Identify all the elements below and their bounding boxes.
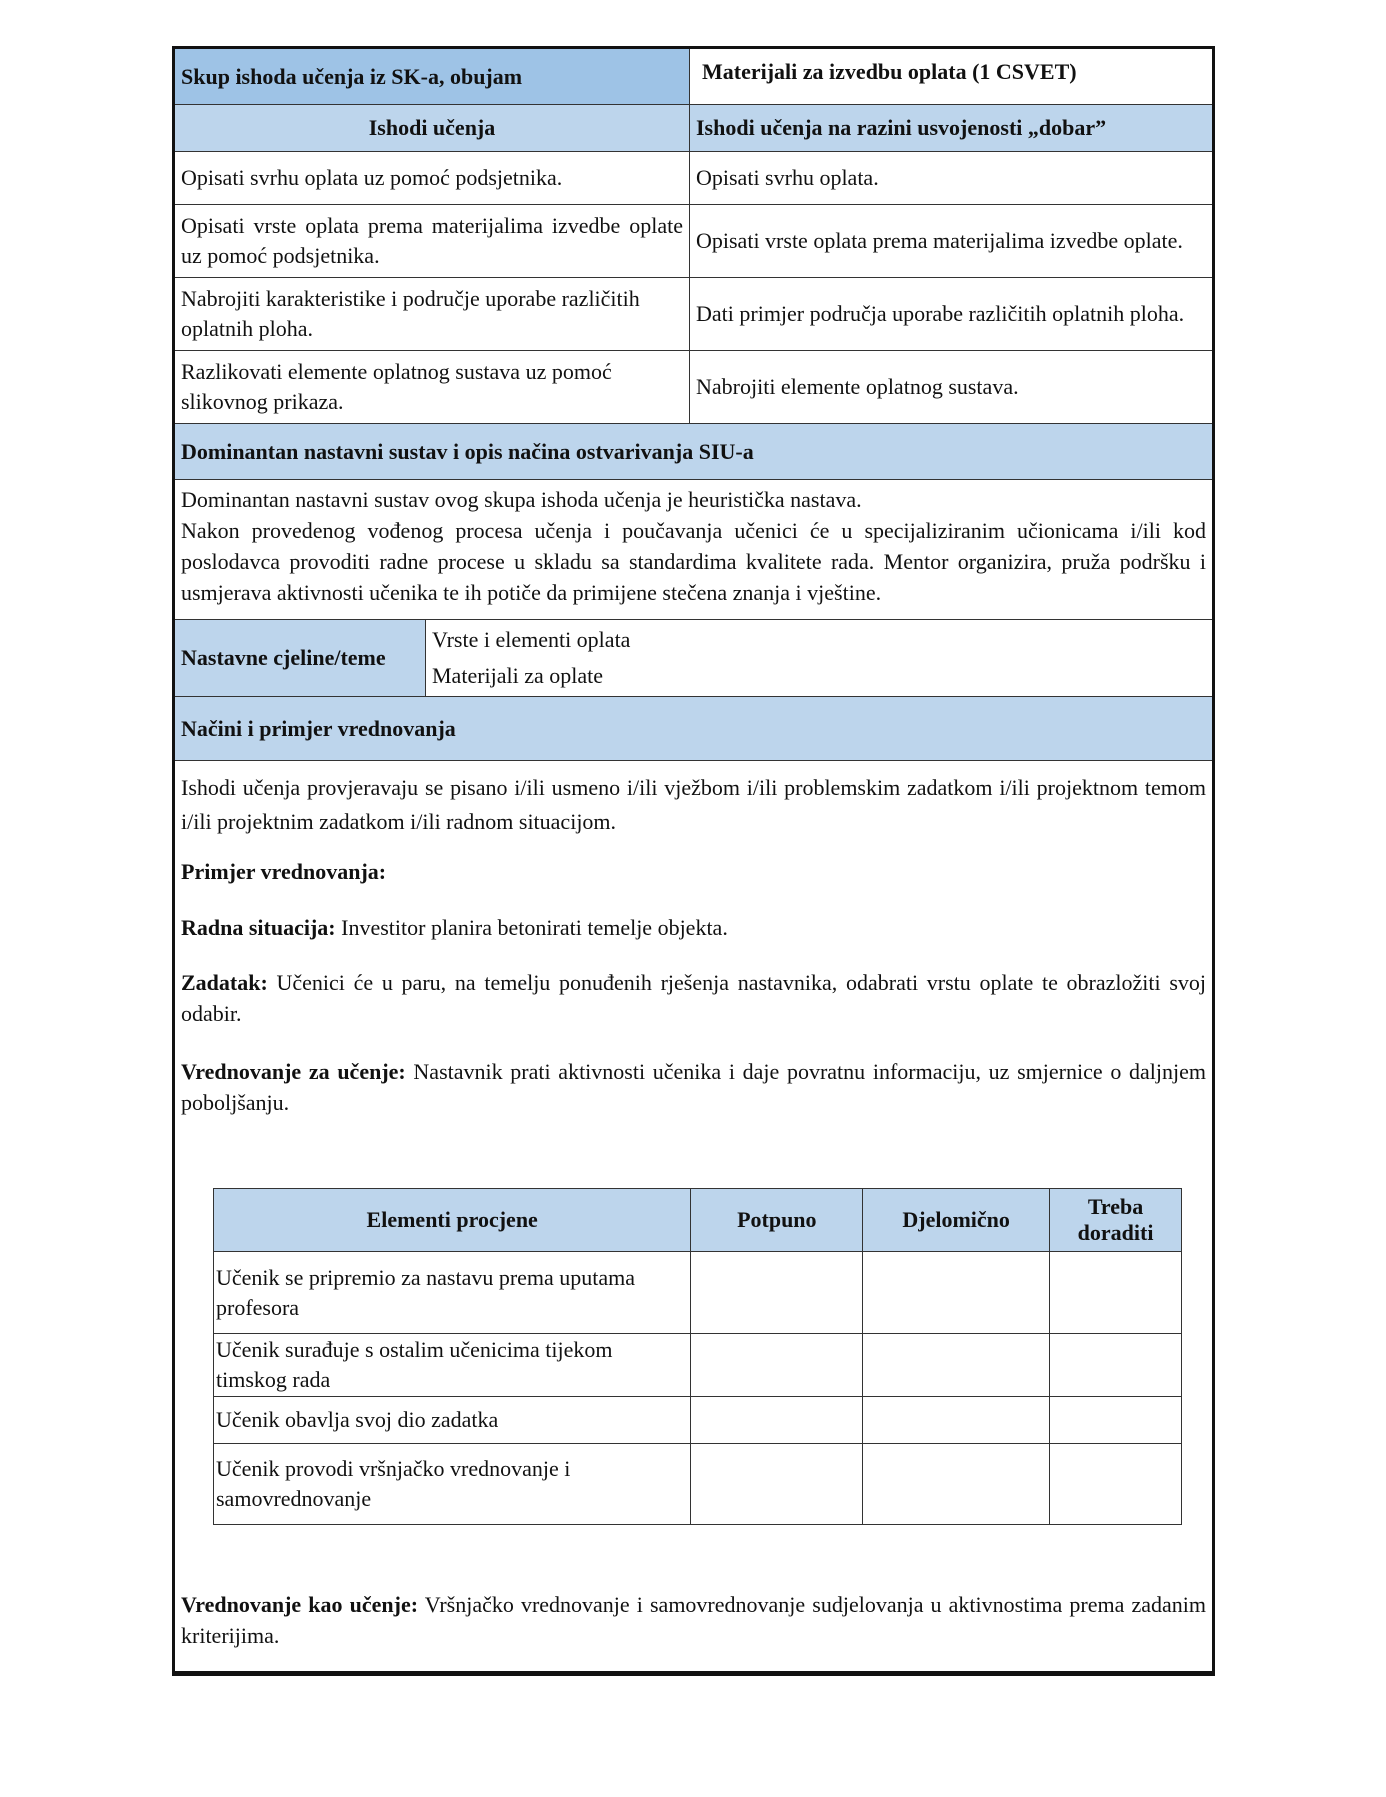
outcome-row bbox=[175, 351, 1212, 424]
situation-label: Radna situacija: bbox=[181, 915, 336, 940]
topics-list bbox=[426, 620, 1212, 696]
as-learning-label: Vrednovanje kao učenje: bbox=[181, 1592, 419, 1617]
radna-situacija bbox=[175, 908, 1212, 947]
rubric-criterion: Učenik provodi vršnjačko vrednovanje i samovrednovanje bbox=[214, 1444, 691, 1525]
rubric-cell-partial[interactable] bbox=[863, 1397, 1050, 1444]
rubric-row bbox=[214, 1444, 1182, 1525]
header-value: Materijali za izvedbu oplata (1 CSVET) bbox=[702, 59, 1077, 84]
rubric-cell-improve[interactable] bbox=[1050, 1252, 1182, 1334]
evaluation-header-row bbox=[175, 697, 1212, 761]
topic-item: Vrste i elementi oplata bbox=[432, 627, 631, 652]
dominant-paragraph: Nakon provedenog vođenog procesa učenja i poučavanja učenici će u specijaliziranim učionicama i/ili kod poslodavca provoditi radne procese u skladu sa standardima kvalitete rada. Mentor organizira, pruža podršku i usmjerava aktivnosti učenika te ih potiče da primijene stečena znanja i vještine. bbox=[181, 518, 1206, 605]
header-row bbox=[175, 49, 1212, 105]
outcome-good-text: Opisati svrhu oplata. bbox=[696, 165, 879, 190]
rubric-cell-full[interactable] bbox=[691, 1334, 863, 1397]
rubric-criterion: Učenik se pripremio za nastavu prema uputama profesora bbox=[214, 1252, 691, 1334]
outcome-text: Razlikovati elemente oplatnog sustava uz pomoć slikovnog prikaza. bbox=[175, 351, 690, 423]
rubric-cell-improve[interactable] bbox=[1050, 1334, 1182, 1397]
rubric-cell-full[interactable] bbox=[691, 1397, 863, 1444]
outcome-text: Opisati vrste oplata prema materijalima izvedbe oplate uz pomoć podsjetnika. bbox=[175, 205, 690, 277]
rubric-cell-full[interactable] bbox=[691, 1444, 863, 1525]
curriculum-table bbox=[172, 46, 1215, 1676]
rubric-row bbox=[214, 1334, 1182, 1397]
evaluation-intro-text: Ishodi učenja provjeravaju se pisano i/ili usmeno i/ili vježbom i/ili problemskim zadatkom i/ili projektnom temom i/ili projektnim zadatkom i/ili radnom situacijom. bbox=[181, 775, 1206, 834]
dominant-header-row bbox=[175, 424, 1212, 480]
outcome-good-text: Dati primjer područja uporabe različitih oplatnih ploha. bbox=[696, 301, 1185, 326]
topics-row bbox=[175, 620, 1212, 697]
rubric-header-full: Potpuno bbox=[691, 1189, 863, 1252]
evaluation-intro bbox=[175, 767, 1212, 843]
topics-label: Nastavne cjeline/teme bbox=[175, 620, 426, 696]
outcomes-col2-header: Ishodi učenja na razini usvojenosti „dobar” bbox=[696, 115, 1107, 140]
dominant-text bbox=[175, 480, 1212, 612]
rubric-header-elements: Elementi procjene bbox=[214, 1189, 691, 1252]
rubric-criterion: Učenik obavlja svoj dio zadatka bbox=[214, 1397, 691, 1444]
vrednovanje-za-ucenje bbox=[175, 1052, 1212, 1122]
rubric-cell-improve[interactable] bbox=[1050, 1444, 1182, 1525]
rubric-row bbox=[214, 1252, 1182, 1334]
outcome-row bbox=[175, 152, 1212, 205]
situation-text: Investitor planira betonirati temelje objekta. bbox=[335, 915, 728, 940]
rubric-header-partial: Djelomično bbox=[863, 1189, 1050, 1252]
rubric-cell-partial[interactable] bbox=[863, 1444, 1050, 1525]
dominant-title: Dominantan nastavni sustav i opis načina ostvarivanja SIU-a bbox=[181, 438, 754, 464]
outcome-good-text: Opisati vrste oplata prema materijalima izvedbe oplate. bbox=[696, 228, 1183, 253]
example-title: Primjer vrednovanja: bbox=[181, 859, 387, 884]
rubric-cell-full[interactable] bbox=[691, 1252, 863, 1334]
outcome-text: Opisati svrhu oplata uz pomoć podsjetnika. bbox=[175, 152, 690, 204]
rubric-cell-partial[interactable] bbox=[863, 1252, 1050, 1334]
outcome-row bbox=[175, 205, 1212, 278]
rubric-table bbox=[213, 1188, 1182, 1525]
header-label: Skup ishoda učenja iz SK-a, obujam bbox=[175, 49, 690, 104]
rubric-cell-partial[interactable] bbox=[863, 1334, 1050, 1397]
rubric-row bbox=[214, 1397, 1182, 1444]
outcome-row bbox=[175, 278, 1212, 351]
outcome-good-text: Nabrojiti elemente oplatnog sustava. bbox=[696, 374, 1019, 399]
outcome-text: Nabrojiti karakteristike i područje uporabe različitih oplatnih ploha. bbox=[175, 278, 690, 350]
outcomes-col1-header: Ishodi učenja bbox=[175, 105, 690, 151]
rubric-criterion: Učenik surađuje s ostalim učenicima tijekom timskog rada bbox=[214, 1334, 691, 1397]
topic-item: Materijali za oplate bbox=[432, 663, 604, 688]
dominant-paragraph: Dominantan nastavni sustav ovog skupa ishoda učenja je heuristička nastava. bbox=[181, 487, 862, 512]
task-label: Zadatak: bbox=[181, 970, 268, 995]
dominant-text-row bbox=[175, 480, 1212, 620]
rubric-header-row bbox=[214, 1189, 1182, 1252]
rubric-cell-improve[interactable] bbox=[1050, 1397, 1182, 1444]
for-learning-text: Nastavnik prati aktivnosti učenika i daje povratnu informaciju, uz smjernice o daljnjem poboljšanju. bbox=[181, 1059, 1206, 1115]
vrednovanje-kao-ucenje bbox=[175, 1585, 1212, 1655]
rubric-header-improve: Treba doraditi bbox=[1050, 1189, 1182, 1252]
task-text: Učenici će u paru, na temelju ponuđenih rješenja nastavnika, odabrati vrstu oplate te obrazložiti svoj odabir. bbox=[181, 970, 1206, 1026]
as-learning-text: Vršnjačko vrednovanje i samovrednovanje sudjelovanja u aktivnostima prema zadanim kriterijima. bbox=[181, 1592, 1206, 1648]
evaluation-title: Načini i primjer vrednovanja bbox=[181, 715, 456, 741]
outcomes-header-row bbox=[175, 105, 1212, 152]
zadatak bbox=[175, 963, 1212, 1033]
for-learning-label: Vrednovanje za učenje: bbox=[181, 1059, 406, 1084]
